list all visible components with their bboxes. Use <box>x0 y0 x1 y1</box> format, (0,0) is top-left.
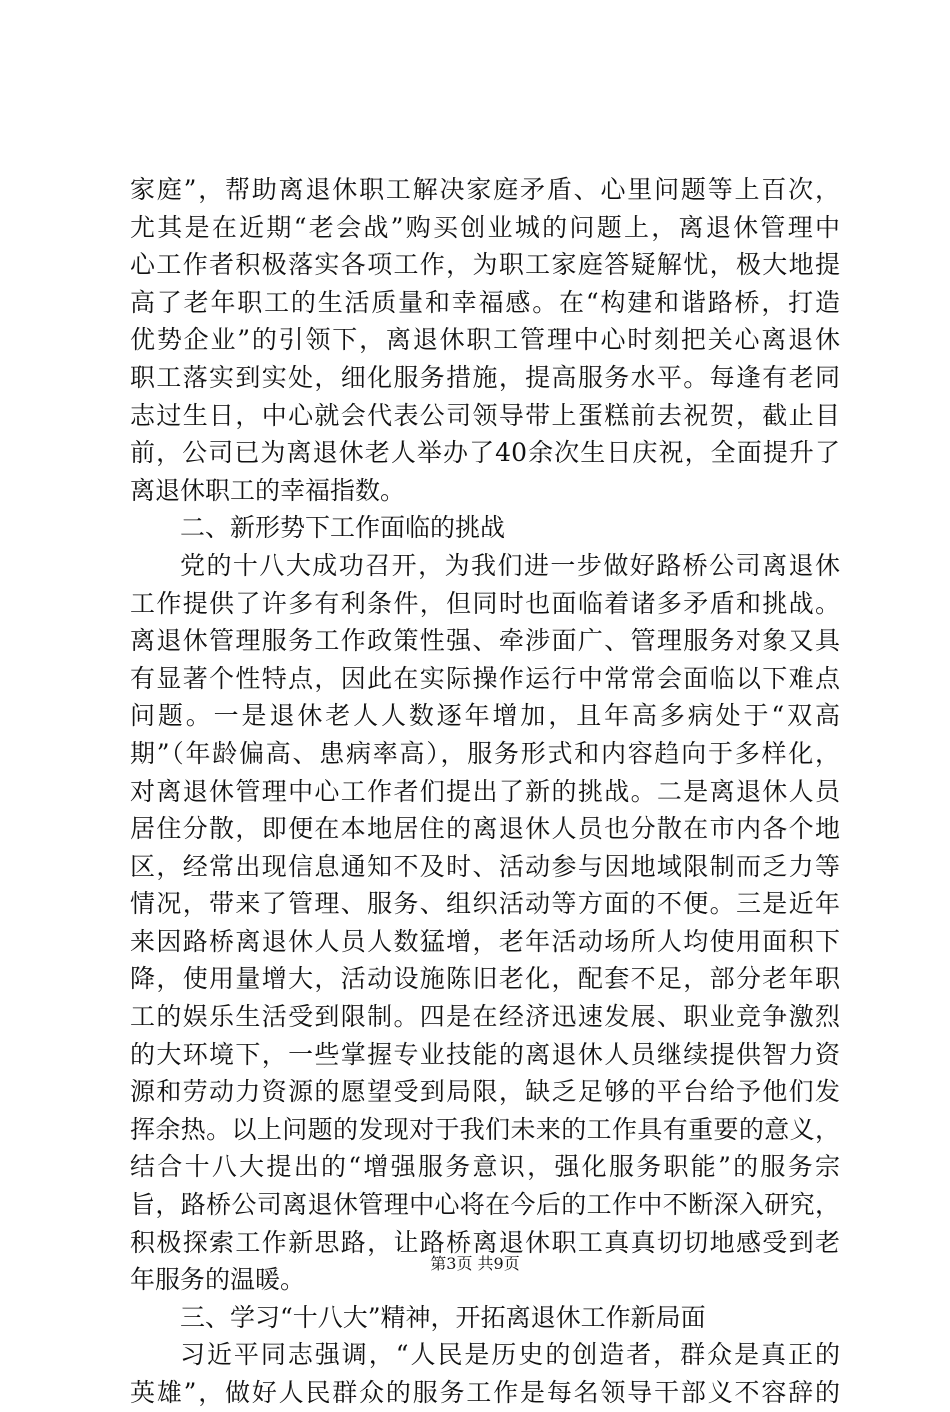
text-line: 期”（年龄偏高、患病率高），服务形式和内容趋向于多样化， <box>130 738 840 768</box>
text-line: 英雄”，做好人民群众的服务工作是每名领导干部义不容辞的 <box>130 1378 840 1407</box>
text-line: 高了老年职工的生活质量和幸福感。在“构建和谐路桥，打造 <box>130 287 840 317</box>
text-line: 结合十八大提出的“增强服务意识，强化服务职能”的服务宗 <box>130 1152 840 1182</box>
document-body <box>130 171 840 1412</box>
text-line: 习近平同志强调，“人民是历史的创造者，群众是真正的 <box>180 1340 840 1370</box>
text-line: 来因路桥离退休人员人数猛增，老年活动场所人均使用面积下 <box>130 926 840 956</box>
text-line: 源和劳动力资源的愿望受到局限，缺乏足够的平台给予他们发 <box>130 1077 840 1107</box>
text-line: 情况，带来了管理、服务、组织活动等方面的不便。三是近年 <box>130 889 840 919</box>
text-line: 三、学习“十八大”精神，开拓离退休工作新局面 <box>180 1302 706 1332</box>
text-line: 职工落实到实处，细化服务措施，提高服务水平。每逢有老同 <box>130 362 840 392</box>
text-line: 二、新形势下工作面临的挑战 <box>180 513 506 543</box>
text-line: 志过生日，中心就会代表公司领导带上蛋糕前去祝贺，截止目 <box>130 400 840 430</box>
text-line: 年服务的温暖。 <box>130 1265 306 1295</box>
text-line: 工的娱乐生活受到限制。四是在经济迅速发展、职业竞争激烈 <box>130 1002 840 1032</box>
text-line: 党的十八大成功召开，为我们进一步做好路桥公司离退休 <box>180 550 840 580</box>
text-line: 积极探索工作新思路，让路桥离退休职工真真切切地感受到老 <box>130 1227 840 1257</box>
text-line: 旨，路桥公司离退休管理中心将在今后的工作中不断深入研究， <box>130 1190 840 1220</box>
text-line: 挥余热。以上问题的发现对于我们未来的工作具有重要的意义， <box>130 1114 840 1144</box>
text-line: 优势企业”的引领下，离退休职工管理中心时刻把关心离退休 <box>130 325 840 355</box>
text-line: 离退休职工的幸福指数。 <box>130 475 406 505</box>
text-line: 尤其是在近期“老会战”购买创业城的问题上，离退休管理中 <box>130 212 840 242</box>
text-line: 降，使用量增大，活动设施陈旧老化，配套不足，部分老年职 <box>130 964 840 994</box>
text-line: 区，经常出现信息通知不及时、活动参与因地域限制而乏力等 <box>130 851 840 881</box>
text-line: 离退休管理服务工作政策性强、牵涉面广、管理服务对象又具 <box>130 626 840 656</box>
text-line: 的大环境下，一些掌握专业技能的离退休人员继续提供智力资 <box>130 1039 840 1069</box>
text-line: 家庭”，帮助离退休职工解决家庭矛盾、心里问题等上百次， <box>130 175 840 204</box>
text-line: 问题。一是退休老人人数逐年增加，且年高多病处于“双高 <box>130 701 840 731</box>
text-line: 对离退休管理中心工作者们提出了新的挑战。二是离退休人员 <box>130 776 840 806</box>
text-line: 前，公司已为离退休老人举办了40余次生日庆祝，全面提升了 <box>130 438 840 468</box>
text-line: 心工作者积极落实各项工作，为职工家庭答疑解忧，极大地提 <box>130 250 840 280</box>
text-line: 居住分散，即便在本地居住的离退休人员也分散在市内各个地 <box>130 814 840 844</box>
page-footer: 第3页 共9页 <box>430 1254 520 1273</box>
text-line: 有显著个性特点，因此在实际操作运行中常常会面临以下难点 <box>130 663 840 693</box>
text-line: 工作提供了许多有利条件，但同时也面临着诸多矛盾和挑战。 <box>130 588 840 618</box>
